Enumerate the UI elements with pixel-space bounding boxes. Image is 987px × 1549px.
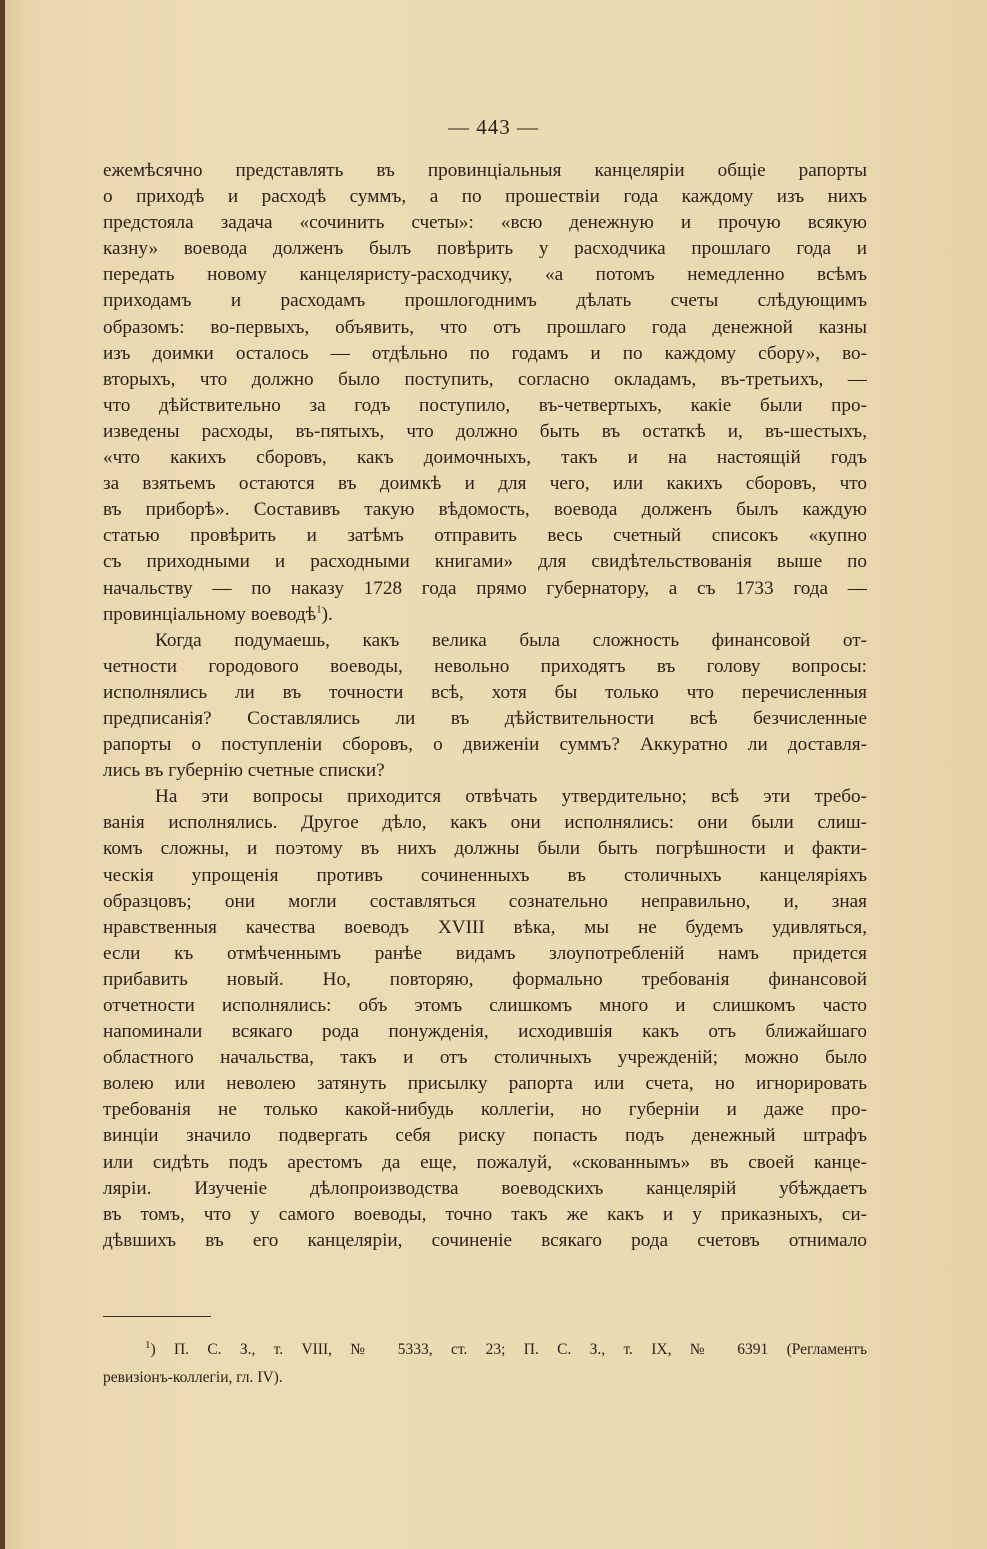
text-line: за взятьемъ остаются въ доимкѣ и для чего, или какихъ сборовъ, что [103,473,867,495]
text-line: предстояла задача «сочинить счеты»: «всю денежную и прочую всякую [103,212,867,234]
footnote-separator [103,1316,211,1317]
text-line: «что какихъ сборовъ, какъ доимочныхъ, такъ и на настоящій годъ [103,447,867,469]
text-line: въ томъ, что у самого воеводы, точно такъ же какъ и у приказныхъ, си- [103,1203,867,1225]
text-line: волею или неволею затянуть присылку рапорта или счета, но игнорировать [103,1073,867,1095]
text-line: лись въ губернію счетные списки? [103,760,385,782]
text-line: дѣвшихъ въ его канцеляріи, сочиненіе всякаго рода счетовъ отнимало [103,1229,867,1251]
text-line: съ приходными и расходными книгами» для свидѣтельствованія выше по [103,551,867,573]
text-line: изъ доимки осталось — отдѣльно по годамъ и по каждому сбору», во- [103,342,867,364]
body-text [103,158,867,1254]
text-line: четности городового воеводы, невольно приходятъ въ голову вопросы: [103,655,867,677]
text-line: отчетности исполнялись: объ этомъ слишкомъ много и слишкомъ часто [103,995,867,1016]
footnote-reference[interactable]: 1 [316,603,322,616]
text-line: комъ сложны, и поэтому въ нихъ должны были быть погрѣшности и факти- [103,838,867,860]
text-line: образомъ: во-первыхъ, объявить, что отъ прошлаго года денежной казны [103,316,867,338]
page-number: — 443 — [448,115,539,139]
paragraph-start: На эти вопросы приходится отвѣчать утвердительно; всѣ эти требо- [155,786,867,808]
text-line: областного начальства, такъ и отъ столичныхъ учрежденій; можно было [103,1047,867,1069]
text-line: образцовъ; они могли составляться сознательно неправильно, и, зная [103,890,867,912]
text-line: требованія не только какой-нибудь коллегіи, но губерніи и даже про- [103,1099,867,1121]
text-line: предписанія? Составлялись ли въ дѣйствительности всѣ безчисленные [103,707,867,729]
text-line: или сидѣть подъ арестомъ да еще, пожалуй, «скованнымъ» въ своей канце- [103,1151,867,1173]
text-line: вторыхъ, что должно было поступить, согласно окладамъ, въ-третьихъ, — [103,368,867,390]
text-line: о приходѣ и расходѣ суммъ, а по прошествіи года каждому изъ нихъ [103,186,867,208]
text-line: ческія упрощенія противъ сочиненныхъ въ столичныхъ канцеляріяхъ [103,864,867,886]
text-line: провинціальному воеводѣ [103,603,317,625]
text-line: ежемѣсячно представлять въ провинціальныя канцеляріи общіе рапорты [103,160,867,181]
text-line: начальству — по наказу 1728 года прямо губернатору, а съ 1733 года — [103,577,867,599]
text-line: если къ отмѣченнымъ ранѣе видамъ злоупотребленій намъ придется [103,942,867,964]
text-line: ванія исполнялись. Другое дѣло, какъ они исполнялись: они были слиш- [103,812,867,834]
paragraph-start: Когда подумаешь, какъ велика была сложность финансовой от- [155,629,867,651]
text-line-tail: ). [321,603,333,625]
text-line: напоминали всякаго рода понужденія, исходившія какъ отъ ближайшаго [103,1021,867,1043]
footnote-line [103,1336,867,1364]
footnote-marker: 1 [145,1338,151,1351]
footnote-text: ) П. С. З., т. VIII, № 5333, ст. 23; П. С. З., т. IX, № 6391 (Регламентъ [150,1341,867,1358]
footnote [103,1336,867,1392]
page-binding-edge [0,0,5,1549]
text-line: приходамъ и расходамъ прошлогоднимъ дѣлать счеты слѣдующимъ [103,290,867,312]
text-line: исполнялись ли въ точности всѣ, хотя бы только что перечисленныя [103,681,867,703]
text-line: казну» воевода долженъ былъ повѣрить у расходчика прошлаго года и [103,238,867,260]
text-line: винціи значило подвергать себя риску попасть подъ денежный штрафъ [103,1125,867,1147]
text-line: прибавить новый. Но, повторяю, формально требованія финансовой [103,968,867,990]
text-line: изведены расходы, въ-пятыхъ, что должно быть въ остаткѣ и, въ-шестыхъ, [103,420,867,442]
text-line: ляріи. Изученіе дѣлопроизводства воеводскихъ канцелярій убѣждаетъ [103,1177,867,1199]
text-line: рапорты о поступленіи сборовъ, о движеніи суммъ? Аккуратно ли доставля- [103,734,867,756]
text-line: передать новому канцеляристу-расходчику, «а потомъ немедленно всѣмъ [103,264,867,286]
text-line: нравственныя качества воеводъ XVIII вѣка, мы не будемъ удивляться, [103,916,867,938]
text-line-with-footnote [103,602,867,628]
footnote-line: ревизіонъ-коллегіи, гл. IV). [103,1369,283,1386]
text-line: въ приборѣ». Составивъ такую вѣдомость, воевода долженъ былъ каждую [103,499,867,521]
text-line: статью провѣрить и затѣмъ отправить весь счетный списокъ «купно [103,525,867,547]
text-line: что дѣйствительно за годъ поступило, въ-четвертыхъ, какіе были про- [103,394,867,416]
